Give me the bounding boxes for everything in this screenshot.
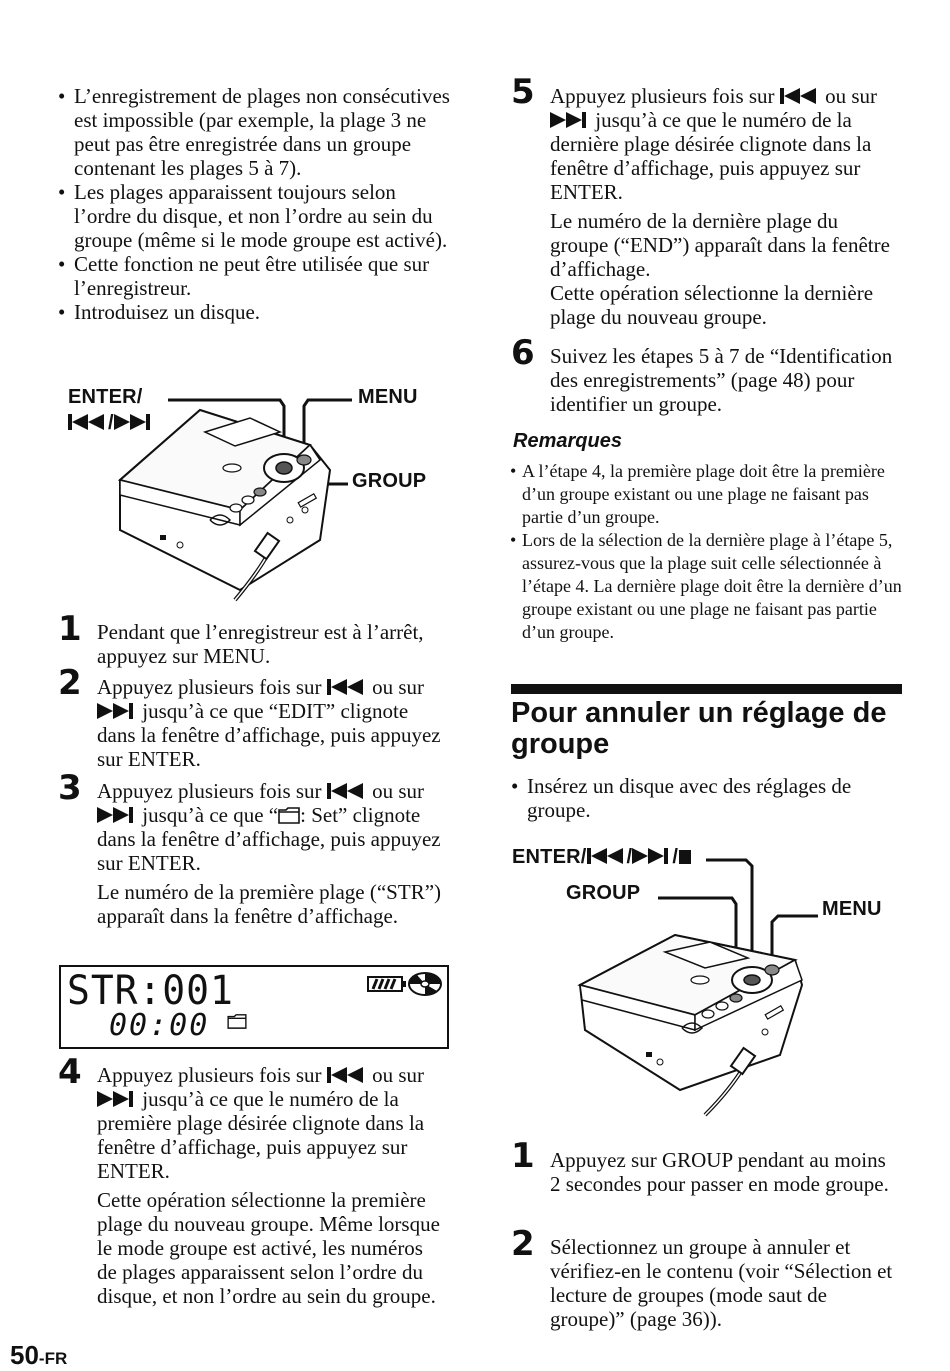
enter-label: ENTER/ / / (512, 846, 692, 869)
recorder-figure-2 (510, 840, 902, 1120)
prev-track-icon (327, 782, 367, 800)
lcd-time-text: 00:00 (109, 1008, 210, 1043)
step-4-text: Appuyez plusieurs fois sur ou sur jusqu’à ce que le numéro de la première plage désirée clignote dans la fenêtre d’affichage, puis appuyez sur ENTER. Cette opération sélectionne la première plage du nouveau groupe. Même lorsque le mode groupe est activé, les numéros de plages apparaissent selon l’ordre du disque, et non l’ordre au sein du groupe. (97, 1063, 440, 1308)
lcd-display (59, 965, 449, 1049)
next-track-icon (97, 1090, 137, 1108)
notes-title: Remarques (513, 430, 622, 452)
disc-icon (407, 971, 443, 997)
intro-bullet: • Les plages apparaissent toujours selon l’ordre du disque, et non l’ordre au sein du groupe (même si le mode groupe est activé). (58, 180, 453, 252)
step-1-number: 1 (58, 609, 82, 649)
group-label: GROUP (352, 470, 427, 492)
recorder-drawing (510, 840, 902, 1120)
prev-next-label: / (68, 412, 154, 435)
intro-bullet: • L’enregistrement de plages non consécutives est impossible (par exemple, la plage 3 ne peut pas être enregistrée dans un groupe contenant les plages 5 à 7). (58, 84, 453, 180)
note-item: • Lors de la sélection de la dernière plage à l’étape 5, assurez-vous que la plage suit celle sélectionnée à l’étape 4. La dernière plage doit être la dernière d’un groupe existant ou une plage ne faisant pas partie d’un groupe. (510, 529, 902, 644)
note-item: • A l’étape 4, la première plage doit être la première d’un groupe existant ou une plage ne faisant pas partie d’un groupe. (510, 460, 902, 529)
step-2-number: 2 (58, 663, 82, 703)
intro-bullet: • Cette fonction ne peut être utilisée que sur l’enregistreur. (58, 252, 453, 300)
group-label: GROUP (566, 882, 641, 904)
section-bullets (511, 774, 901, 822)
menu-label: MENU (822, 898, 882, 920)
step-1-text: Pendant que l’enregistreur est à l’arrêt, appuyez sur MENU. (97, 620, 424, 668)
folder-icon (227, 1013, 247, 1029)
recorder-figure-1 (60, 380, 460, 605)
section-bullet: • Insérez un disque avec des réglages de groupe. (511, 774, 901, 822)
prev-track-icon (780, 87, 820, 105)
notes-list (510, 460, 902, 644)
step-5-number: 5 (511, 72, 535, 112)
section-divider (511, 684, 902, 694)
next-track-icon (97, 702, 137, 720)
folder-icon (278, 806, 300, 824)
intro-bullets (58, 84, 453, 324)
step-6-number: 6 (511, 333, 535, 373)
step-2-text: Appuyez plusieurs fois sur ou sur jusqu’à ce que “EDIT” clignote dans la fenêtre d’affichage, puis appuyez sur ENTER. (97, 675, 441, 771)
step-3-number: 3 (58, 768, 82, 808)
cancel-step-1-text: Appuyez sur GROUP pendant au moins 2 secondes pour passer en mode groupe. (550, 1148, 889, 1196)
prev-track-icon (327, 678, 367, 696)
cancel-step-1-number: 1 (511, 1136, 535, 1176)
next-track-icon (550, 111, 590, 129)
step-6-text: Suivez les étapes 5 à 7 de “Identification des enregistrements” (page 48) pour identifier un groupe. (550, 344, 893, 416)
step-3-text: Appuyez plusieurs fois sur ou sur jusqu’à ce que “ : Set” clignote dans la fenêtre d’affichage, puis appuyez sur ENTER. Le numéro de la première plage (“STR”) apparaît dans la fenêtre d’affichage. (97, 779, 442, 928)
cancel-step-2-number: 2 (511, 1224, 535, 1264)
menu-label: MENU (358, 386, 418, 408)
prev-track-icon (327, 1066, 367, 1084)
next-track-icon (97, 806, 137, 824)
battery-icon (367, 975, 407, 993)
page-number: 50-FR (10, 1340, 68, 1370)
step-5-text: Appuyez plusieurs fois sur ou sur jusqu’à ce que le numéro de la dernière plage désirée clignote dans la fenêtre d’affichage, puis appuyez sur ENTER. Le numéro de la dernière plage du groupe (“END”) apparaît dans la fenêtre d’affichage. Cette opération sélectionne la dernière plage du nouveau groupe. (550, 84, 890, 329)
recorder-drawing (60, 380, 460, 605)
intro-bullet: • Introduisez un disque. (58, 300, 453, 324)
step-4-number: 4 (58, 1052, 82, 1092)
lcd-main-text: STR:001 (67, 968, 234, 1014)
enter-label: ENTER/ (68, 386, 143, 408)
cancel-step-2-text: Sélectionnez un groupe à annuler et vérifiez-en le contenu (voir “Sélection et lecture de groupes (mode saut de groupe)” (page 36)). (550, 1235, 893, 1331)
section-title: Pour annuler un réglage de groupe (511, 697, 887, 760)
